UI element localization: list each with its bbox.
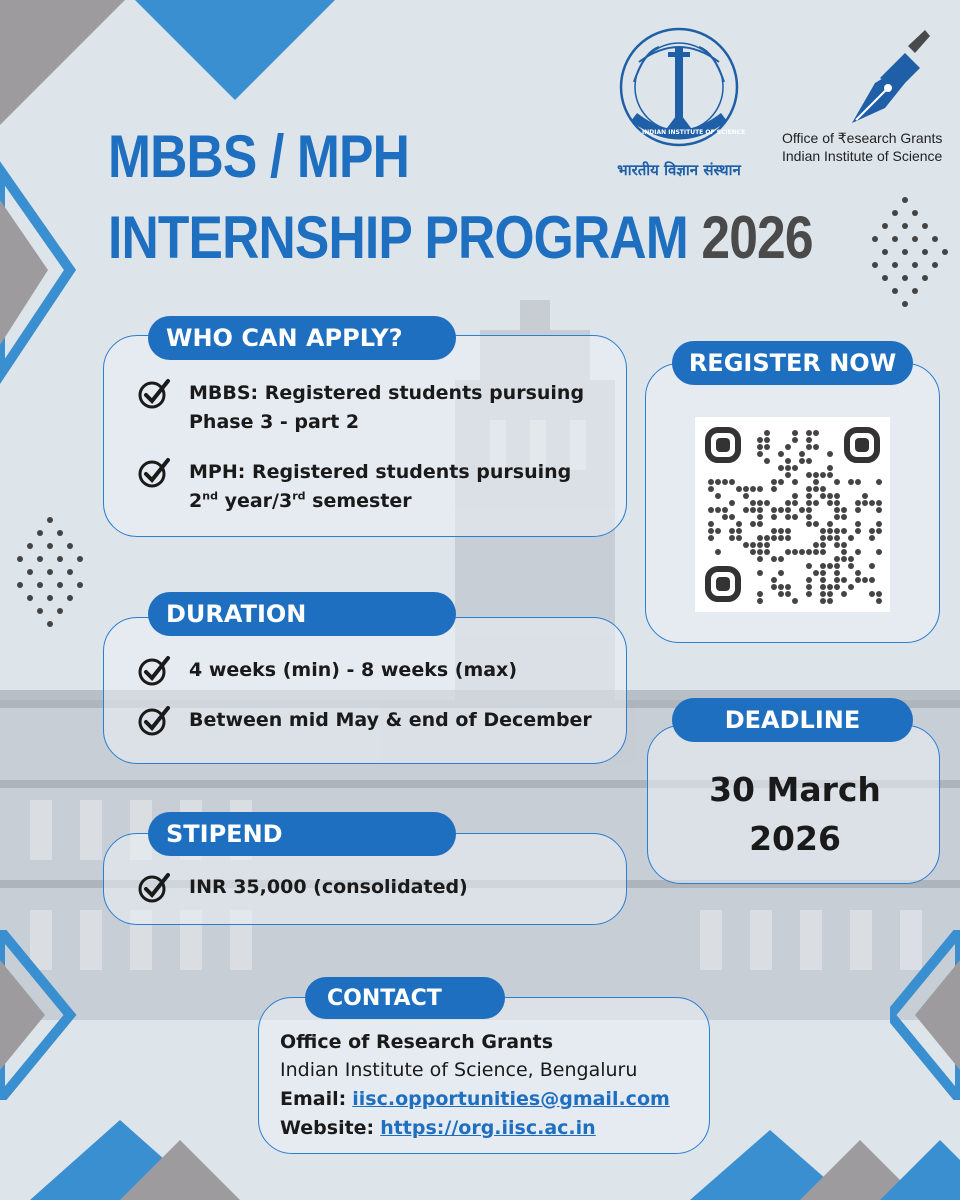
list-item bbox=[137, 379, 584, 437]
right-bottom-arrow-decoration bbox=[890, 930, 960, 1100]
deadline-heading: DEADLINE bbox=[672, 698, 913, 742]
list-item bbox=[137, 706, 592, 738]
bottom-right-decoration bbox=[690, 1110, 960, 1200]
stipend-heading: STIPEND bbox=[148, 812, 456, 856]
qr-code[interactable] bbox=[695, 417, 890, 612]
item-text: Between mid May & end of December bbox=[189, 709, 592, 731]
title-year: 2026 bbox=[701, 204, 813, 271]
item-text: 2nd year/3rd semester bbox=[189, 489, 412, 512]
who-can-apply-heading: WHO CAN APPLY? bbox=[148, 316, 456, 360]
deadline-date-line2: 2026 bbox=[749, 819, 841, 858]
title-line1: MBBS / MPH bbox=[108, 123, 409, 190]
org-name-line1: Office of ₹esearch Grants bbox=[782, 130, 943, 146]
top-left-decoration bbox=[0, 0, 340, 130]
email-label: Email: bbox=[280, 1088, 347, 1110]
left-bottom-arrow-decoration bbox=[0, 930, 80, 1100]
email-link[interactable]: iisc.opportunities@gmail.com bbox=[352, 1088, 670, 1110]
item-text: 4 weeks (min) - 8 weeks (max) bbox=[189, 659, 518, 681]
pen-nib-icon bbox=[780, 28, 950, 128]
deadline-date-line1: 30 March bbox=[709, 770, 881, 809]
website-link[interactable]: https://org.iisc.ac.in bbox=[380, 1117, 596, 1139]
contact-website-row bbox=[280, 1117, 596, 1139]
org-logo bbox=[780, 28, 950, 168]
list-item bbox=[137, 458, 571, 516]
check-icon bbox=[137, 456, 171, 490]
iisc-logo bbox=[604, 22, 754, 182]
title-program: INTERNSHIP PROGRAM bbox=[108, 204, 688, 271]
website-label: Website: bbox=[280, 1117, 375, 1139]
check-icon bbox=[137, 654, 171, 688]
register-now-heading: REGISTER NOW bbox=[672, 341, 913, 385]
contact-org: Office of Research Grants bbox=[280, 1031, 554, 1053]
check-icon bbox=[137, 871, 171, 905]
check-icon bbox=[137, 377, 171, 411]
duration-heading: DURATION bbox=[148, 592, 456, 636]
contact-address: Indian Institute of Science, Bengaluru bbox=[280, 1059, 638, 1081]
contact-heading: CONTACT bbox=[305, 977, 505, 1019]
right-dots-decoration bbox=[865, 195, 955, 320]
title-line2 bbox=[108, 203, 813, 272]
item-text: Phase 3 - part 2 bbox=[189, 411, 360, 433]
list-item bbox=[137, 873, 468, 905]
list-item bbox=[137, 656, 517, 688]
item-text: INR 35,000 (consolidated) bbox=[189, 876, 468, 898]
iisc-hindi-name: भारतीय विज्ञान संस्थान bbox=[617, 161, 741, 179]
item-text: MPH: Registered students pursuing bbox=[189, 461, 572, 483]
item-text: MBBS: Registered students pursuing bbox=[189, 382, 585, 404]
duration-box bbox=[103, 617, 627, 764]
iisc-ring-text: INDIAN INSTITUTE OF SCIENCE bbox=[642, 129, 746, 136]
left-dots-decoration bbox=[10, 515, 90, 640]
bottom-left-decoration bbox=[0, 1110, 300, 1200]
org-name-line2: Indian Institute of Science bbox=[782, 148, 943, 164]
left-arrow-decoration bbox=[0, 150, 90, 410]
check-icon bbox=[137, 704, 171, 738]
contact-email-row bbox=[280, 1088, 670, 1110]
